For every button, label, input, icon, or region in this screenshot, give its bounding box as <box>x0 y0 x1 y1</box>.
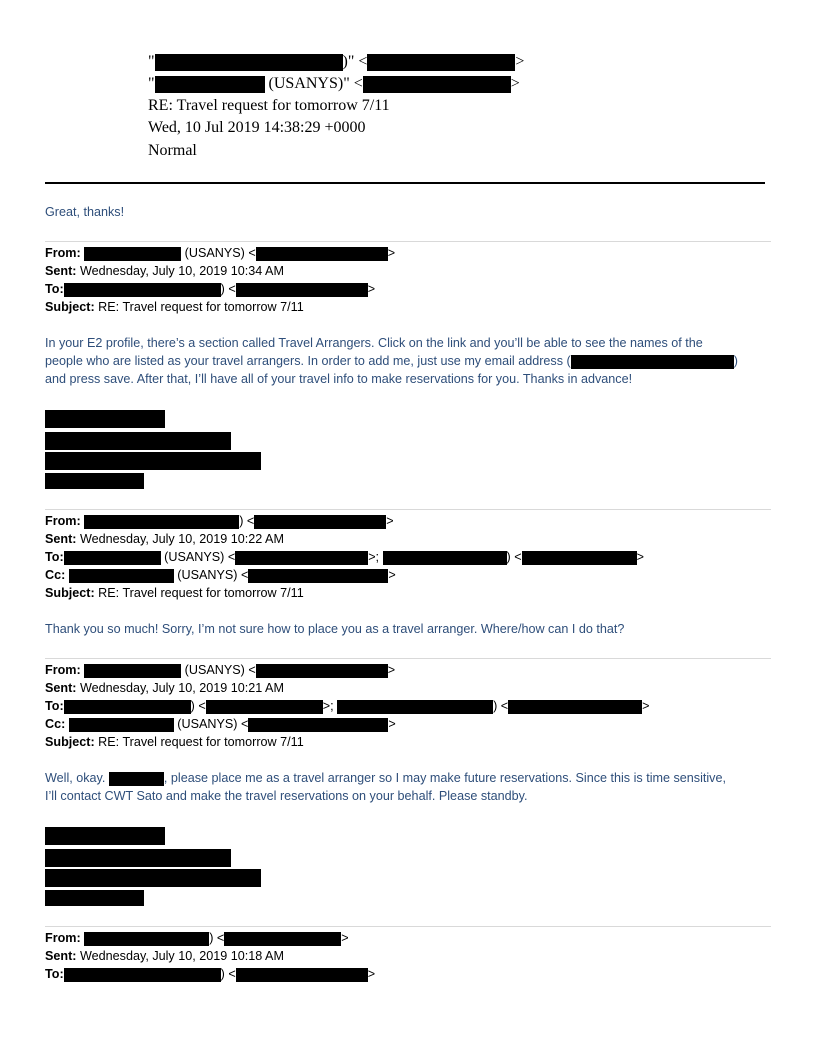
redaction <box>84 515 239 529</box>
redaction <box>248 718 388 732</box>
header-importance-value: Normal <box>148 142 197 159</box>
redaction <box>248 569 388 583</box>
redaction <box>69 718 174 732</box>
redaction <box>64 283 221 297</box>
msg3-sent: Sent: Wednesday, July 10, 2019 10:21 AM <box>45 681 284 695</box>
msg3-from: From: (USANYS) < > <box>45 663 396 677</box>
msg1-from: From: (USANYS) < > <box>45 246 396 260</box>
redaction <box>367 54 515 71</box>
msg2-subject: Subject: RE: Travel request for tomorrow 7/11 <box>45 586 304 600</box>
redaction <box>508 700 642 714</box>
msg2-cc: Cc: (USANYS) < > <box>45 568 396 582</box>
msg1-body-line: and press save. After that, I’ll have all of your travel info to make reservations for you. Thanks in advance! <box>45 372 633 386</box>
redaction <box>256 664 388 678</box>
signature-redaction <box>45 452 261 470</box>
msg1-body-line: people who are listed as your travel arrangers. In order to add me, just use my email address ( ) <box>45 354 738 368</box>
msg3-subject: Subject: RE: Travel request for tomorrow 7/11 <box>45 735 304 749</box>
redaction <box>571 355 734 369</box>
msg4-to: To: ) < > <box>45 967 376 981</box>
message-separator <box>45 241 771 242</box>
redaction <box>64 551 161 565</box>
signature-redaction <box>45 869 261 887</box>
redaction <box>383 551 507 565</box>
redaction <box>363 76 511 93</box>
redaction <box>236 968 368 982</box>
message-separator <box>45 926 771 927</box>
reply-body: Great, thanks! <box>45 205 125 219</box>
msg2-from: From: ) < > <box>45 514 394 528</box>
redaction <box>84 664 181 678</box>
msg1-subject: Subject: RE: Travel request for tomorrow 7/11 <box>45 300 304 314</box>
redaction <box>236 283 368 297</box>
redaction <box>224 932 341 946</box>
msg3-to: To: ) < >; ) < > <box>45 699 650 713</box>
redaction <box>337 700 493 714</box>
message-separator <box>45 658 771 659</box>
signature-redaction <box>45 849 231 867</box>
redaction <box>155 54 343 71</box>
email-document: " )" < > " (USANYS)" < > RE: Travel request for tomorrow 7/11 Wed, 10 Jul 2019 14:38:29 +0000 Normal Great, thanks! From: (USANYS) < > Sent: Wednesday, July 10, 2019 10:34 AM To: ) < > Subject: RE: Travel request for tomorrow 7/11 In your E2 profile, there’s a section called Travel Arrangers. Click on the link and you’ll be able to see the names of the people who are listed as your travel arrangers. In order to add me, just use my email address ( ) and press save. After that, I’ll have all of your travel info to make reservations for you. Thanks in advance! From: ) < > Sent: Wednesday, July 10, 2019 10:22 AM To: (USANYS) < >; ) < > Cc: (USANYS) < > Subject: RE: Travel request for tomorrow 7/11 Thank you so much! Sorry, I’m not sure how to place you as a travel arranger. Where/how can I do that? From: (USANYS) < > Sent: Wednesday, July 10, 2019 10:21 AM To: ) < >; ) < > Cc: (USANYS) < > Subject: RE: Travel request for tomorrow 7/11 Well, okay. , please place me as a travel arranger so I may make future reservations. Since this is time sensitive, I’ll contact CWT Sato and make the travel reservations on your behalf. Please standby. From: ) < > Sent: Wednesday, July 10, 2019 10:18 AM To: ) < > <box>0 0 816 1056</box>
msg2-sent: Sent: Wednesday, July 10, 2019 10:22 AM <box>45 532 284 546</box>
msg3-body-line: Well, okay. , please place me as a travel arranger so I may make future reservations. Since this is time sensitive, <box>45 771 726 785</box>
msg2-to: To: (USANYS) < >; ) < > <box>45 550 644 564</box>
header-date-value: Wed, 10 Jul 2019 14:38:29 +0000 <box>148 119 366 136</box>
redaction <box>64 700 191 714</box>
redaction <box>109 772 164 786</box>
signature-redaction <box>45 432 231 450</box>
redaction <box>84 932 209 946</box>
msg1-to: To: ) < > <box>45 282 376 296</box>
msg1-body-line: In your E2 profile, there’s a section called Travel Arrangers. Click on the link and you’ll be able to see the names of the <box>45 336 703 350</box>
redaction <box>522 551 637 565</box>
redaction <box>206 700 323 714</box>
redaction <box>256 247 388 261</box>
redaction <box>254 515 386 529</box>
msg3-body-line: I’ll contact CWT Sato and make the travel reservations on your behalf. Please standby. <box>45 789 528 803</box>
redaction <box>235 551 368 565</box>
msg4-from: From: ) < > <box>45 931 349 945</box>
header-subject-value: RE: Travel request for tomorrow 7/11 <box>148 97 390 114</box>
message-separator <box>45 509 771 510</box>
redaction <box>69 569 174 583</box>
redaction <box>64 968 221 982</box>
signature-redaction <box>45 890 144 906</box>
msg4-sent: Sent: Wednesday, July 10, 2019 10:18 AM <box>45 949 284 963</box>
header-divider <box>45 182 765 184</box>
msg3-cc: Cc: (USANYS) < > <box>45 717 396 731</box>
redaction <box>84 247 181 261</box>
msg2-body: Thank you so much! Sorry, I’m not sure how to place you as a travel arranger. Where/how can I do that? <box>45 622 625 636</box>
msg1-sent: Sent: Wednesday, July 10, 2019 10:34 AM <box>45 264 284 278</box>
signature-redaction <box>45 827 165 845</box>
signature-redaction <box>45 410 165 428</box>
redaction <box>155 76 265 93</box>
signature-redaction <box>45 473 144 489</box>
